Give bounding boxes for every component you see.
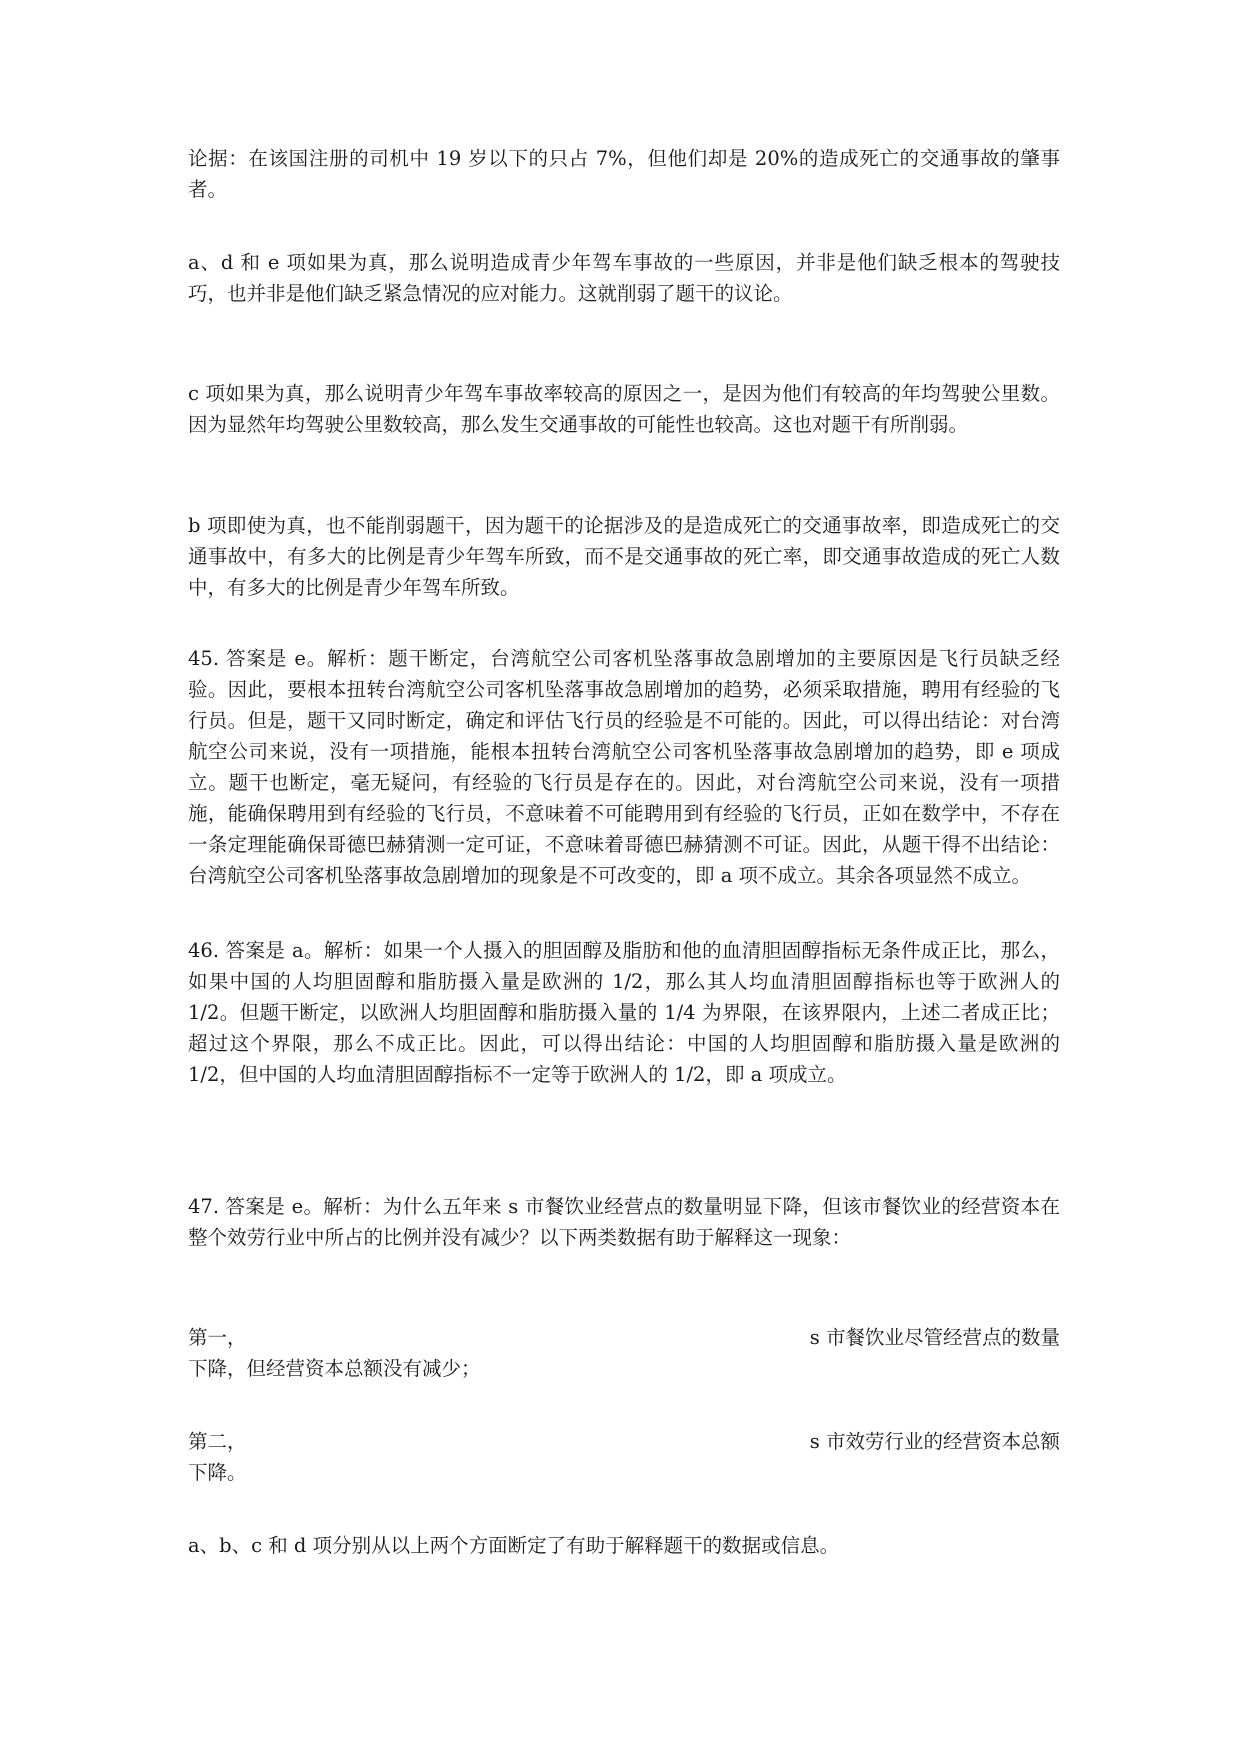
point-first-line	[188, 1322, 1060, 1353]
paragraph-answer-47: 47. 答案是 e。解析：为什么五年来 s 市餐饮业经营点的数量明显下降，但该市餐饮业的经营资本在整个效劳行业中所占的比例并没有减少？以下两类数据有助于解释这一现象：	[188, 1195, 1060, 1249]
point-second-label: 第二，	[188, 1430, 247, 1453]
point-second-text: s 市效劳行业的经营资本总额	[809, 1430, 1060, 1453]
paragraph-answer-46: 46. 答案是 a。解析：如果一个人摄入的胆固醇及脂肪和他的血清胆固醇指标无条件成正比，那么，如果中国的人均胆固醇和脂肪摄入量是欧洲的 1/2，那么其人均血清胆固醇指标也等于欧洲人的 1/2。但题干断定，以欧洲人均胆固醇和脂肪摄入量的 1/4 为界限，在该界限内，上述二者成正比；超过这个界限，那么不成正比。因此，可以得出结论：中国的人均胆固醇和脂肪摄入量是欧洲的 1/2，但中国的人均血清胆固醇指标不一定等于欧洲人的 1/2，即 a 项成立。	[188, 939, 1060, 1086]
point-first-text: s 市餐饮业尽管经营点的数量	[809, 1326, 1060, 1349]
point-first	[188, 1322, 1060, 1384]
point-second-continuation: 下降。	[188, 1461, 247, 1484]
paragraph-premise: 论据：在该国注册的司机中 19 岁以下的只占 7%，但他们却是 20%的造成死亡的交通事故的肇事者。	[188, 147, 1060, 201]
paragraph-conclusion: a、b、c 和 d 项分别从以上两个方面断定了有助于解释题干的数据或信息。	[188, 1534, 840, 1557]
paragraph-b-analysis: b 项即使为真，也不能削弱题干，因为题干的论据涉及的是造成死亡的交通事故率，即造成死亡的交通事故中，有多大的比例是青少年驾车所致，而不是交通事故的死亡率，即交通事故造成的死亡人数中，有多大的比例是青少年驾车所致。	[188, 514, 1060, 599]
point-first-label: 第一，	[188, 1326, 247, 1349]
paragraph-ade-analysis: a、d 和 e 项如果为真，那么说明造成青少年驾车事故的一些原因，并非是他们缺乏根本的驾驶技巧，也并非是他们缺乏紧急情况的应对能力。这就削弱了题干的议论。	[188, 251, 1060, 305]
point-first-continuation: 下降，但经营资本总额没有减少；	[188, 1357, 481, 1380]
point-second-line	[188, 1426, 1060, 1457]
paragraph-c-analysis: c 项如果为真，那么说明青少年驾车事故率较高的原因之一，是因为他们有较高的年均驾驶公里数。因为显然年均驾驶公里数较高，那么发生交通事故的可能性也较高。这也对题干有所削弱。	[188, 382, 1060, 436]
point-second	[188, 1426, 1060, 1488]
paragraph-answer-45: 45. 答案是 e。解析：题干断定，台湾航空公司客机坠落事故急剧增加的主要原因是飞行员缺乏经验。因此，要根本扭转台湾航空公司客机坠落事故急剧增加的趋势，必须采取措施，聘用有经验的飞行员。但是，题干又同时断定，确定和评估飞行员的经验是不可能的。因此，可以得出结论：对台湾航空公司来说，没有一项措施，能根本扭转台湾航空公司客机坠落事故急剧增加的趋势，即 e 项成立。题干也断定，毫无疑问，有经验的飞行员是存在的。因此，对台湾航空公司来说，没有一项措施，能确保聘用到有经验的飞行员，不意味着不可能聘用到有经验的飞行员，正如在数学中，不存在一条定理能确保哥德巴赫猜测一定可证，不意味着哥德巴赫猜测不可证。因此，从题干得不出结论：台湾航空公司客机坠落事故急剧增加的现象是不可改变的，即 a 项不成立。其余各项显然不成立。	[188, 647, 1060, 887]
